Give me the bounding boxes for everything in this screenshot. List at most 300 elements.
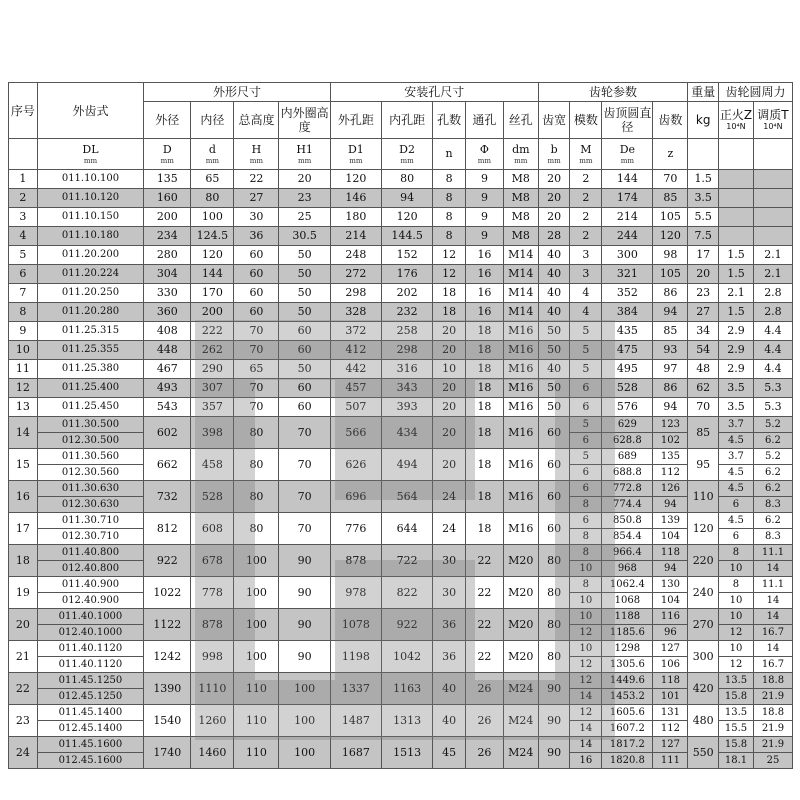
cell-fz-2: 4.5 [719, 433, 754, 449]
header-outer-dimensions: 外形尺寸 [144, 83, 330, 102]
cell-De: 576 [602, 398, 653, 417]
table-row [9, 246, 793, 265]
table-row [9, 577, 793, 593]
cell-z-1: 123 [653, 417, 688, 433]
cell-D2: 434 [381, 417, 432, 449]
cell-no: 9 [9, 322, 38, 341]
cell-d: 458 [191, 449, 234, 481]
cell-n: 45 [433, 737, 466, 769]
cell-M: 2 [570, 170, 602, 189]
cell-H: 80 [234, 417, 279, 449]
cell-De-2: 1607.2 [602, 721, 653, 737]
cell-dl-2: 012.30.500 [37, 433, 144, 449]
cell-dl: 011.20.224 [37, 265, 144, 284]
cell-z-1: 130 [653, 577, 688, 593]
cell-no: 18 [9, 545, 38, 577]
header-ring-height: 内外圈高度 [279, 102, 330, 139]
cell-phi: 16 [465, 284, 503, 303]
cell-phi: 18 [465, 379, 503, 398]
header-symbol-D1: D1 mm [330, 139, 381, 170]
cell-ft-1: 11.1 [753, 577, 792, 593]
cell-z-1: 126 [653, 481, 688, 497]
header-normalized: 正火Z 10⁴N [719, 102, 754, 139]
cell-H1: 90 [279, 609, 330, 641]
cell-D: 408 [144, 322, 191, 341]
cell-z-1: 139 [653, 513, 688, 529]
cell-H: 22 [234, 170, 279, 189]
header-symbol-b: b mm [538, 139, 570, 170]
cell-dl-1: 011.45.1600 [37, 737, 144, 753]
header-total-height: 总高度 [234, 102, 279, 139]
cell-D1: 696 [330, 481, 381, 513]
cell-H1: 70 [279, 481, 330, 513]
cell-b: 20 [538, 189, 570, 208]
cell-fz-2: 12 [719, 657, 754, 673]
cell-D: 543 [144, 398, 191, 417]
cell-H1: 25 [279, 208, 330, 227]
cell-H: 110 [234, 705, 279, 737]
cell-De: 435 [602, 322, 653, 341]
cell-D1: 272 [330, 265, 381, 284]
cell-dm: M14 [503, 284, 538, 303]
cell-H: 65 [234, 360, 279, 379]
cell-b: 20 [538, 170, 570, 189]
cell-phi: 18 [465, 341, 503, 360]
cell-M: 4 [570, 303, 602, 322]
table-row [9, 609, 793, 625]
cell-dl: 011.20.280 [37, 303, 144, 322]
cell-M-2: 14 [570, 721, 602, 737]
header-weight: 重量 [688, 83, 719, 102]
cell-fz-1: 10 [719, 641, 754, 657]
cell-z-1: 127 [653, 737, 688, 753]
cell-dl: 011.10.100 [37, 170, 144, 189]
cell-dl: 011.20.200 [37, 246, 144, 265]
cell-D: 467 [144, 360, 191, 379]
header-teeth: 齿数 [653, 102, 688, 139]
cell-kg: 3.5 [688, 189, 719, 208]
cell-z: 105 [653, 265, 688, 284]
cell-dm: M8 [503, 208, 538, 227]
cell-dm: M16 [503, 379, 538, 398]
cell-M: 2 [570, 208, 602, 227]
cell-n: 24 [433, 481, 466, 513]
table-row [9, 449, 793, 465]
cell-H: 110 [234, 737, 279, 769]
cell-d: 124.5 [191, 227, 234, 246]
cell-d: 290 [191, 360, 234, 379]
cell-dl-2: 012.40.1000 [37, 625, 144, 641]
cell-D: 304 [144, 265, 191, 284]
table-row [9, 284, 793, 303]
table-row [9, 379, 793, 398]
cell-M-2: 6 [570, 433, 602, 449]
cell-fz-1: 13.5 [719, 673, 754, 689]
cell-D1: 372 [330, 322, 381, 341]
cell-dm: M20 [503, 609, 538, 641]
cell-no: 12 [9, 379, 38, 398]
cell-fz: 3.5 [719, 379, 754, 398]
cell-D1: 248 [330, 246, 381, 265]
cell-ft: 2.1 [753, 246, 792, 265]
cell-De-2: 1453.2 [602, 689, 653, 705]
cell-De-1: 1449.6 [602, 673, 653, 689]
cell-H1: 100 [279, 737, 330, 769]
cell-dm: M16 [503, 398, 538, 417]
bearing-spec-table [8, 82, 793, 769]
cell-D1: 442 [330, 360, 381, 379]
cell-z-2: 112 [653, 721, 688, 737]
header-gear-force: 齿轮圆周力 [719, 83, 793, 102]
cell-b: 40 [538, 303, 570, 322]
cell-dl-1: 011.40.1120 [37, 641, 144, 657]
cell-dl-2: 012.45.1600 [37, 753, 144, 769]
cell-D2: 298 [381, 341, 432, 360]
cell-ft-2: 14 [753, 561, 792, 577]
cell-De-1: 1062.4 [602, 577, 653, 593]
cell-b: 40 [538, 360, 570, 379]
cell-dm: M16 [503, 513, 538, 545]
cell-ft-2: 16.7 [753, 657, 792, 673]
cell-ft: 4.4 [753, 360, 792, 379]
cell-phi: 26 [465, 737, 503, 769]
cell-De-2: 774.4 [602, 497, 653, 513]
cell-H: 80 [234, 449, 279, 481]
cell-phi: 18 [465, 481, 503, 513]
cell-b: 80 [538, 577, 570, 609]
cell-no: 23 [9, 705, 38, 737]
cell-d: 1460 [191, 737, 234, 769]
cell-H1: 50 [279, 360, 330, 379]
cell-fz-2: 6 [719, 497, 754, 513]
cell-dm: M8 [503, 189, 538, 208]
cell-De-1: 1605.6 [602, 705, 653, 721]
cell-d: 357 [191, 398, 234, 417]
cell-D1: 978 [330, 577, 381, 609]
cell-D2: 822 [381, 577, 432, 609]
cell-dl-1: 011.40.1000 [37, 609, 144, 625]
cell-H1: 90 [279, 641, 330, 673]
cell-H: 100 [234, 641, 279, 673]
cell-fz-1: 4.5 [719, 481, 754, 497]
cell-De: 321 [602, 265, 653, 284]
cell-De-2: 968 [602, 561, 653, 577]
table-row [9, 208, 793, 227]
cell-z-2: 102 [653, 433, 688, 449]
cell-fz-2: 10 [719, 593, 754, 609]
cell-d: 222 [191, 322, 234, 341]
cell-H: 80 [234, 513, 279, 545]
cell-H: 60 [234, 303, 279, 322]
header-symbol-t-blank [753, 139, 792, 170]
cell-dl-1: 011.45.1400 [37, 705, 144, 721]
cell-ft-2: 8.3 [753, 529, 792, 545]
cell-H1: 100 [279, 705, 330, 737]
cell-D2: 922 [381, 609, 432, 641]
cell-b: 40 [538, 265, 570, 284]
header-symbol-M: M mm [570, 139, 602, 170]
header-tooth-width: 齿宽 [538, 102, 570, 139]
cell-no: 22 [9, 673, 38, 705]
cell-H1: 60 [279, 322, 330, 341]
cell-D2: 1042 [381, 641, 432, 673]
cell-D: 280 [144, 246, 191, 265]
cell-n: 20 [433, 398, 466, 417]
cell-M-1: 8 [570, 577, 602, 593]
cell-no: 1 [9, 170, 38, 189]
cell-D2: 1163 [381, 673, 432, 705]
cell-H1: 50 [279, 265, 330, 284]
cell-kg: 300 [688, 641, 719, 673]
cell-D2: 80 [381, 170, 432, 189]
cell-dm: M24 [503, 737, 538, 769]
table-row [9, 417, 793, 433]
cell-b: 28 [538, 227, 570, 246]
cell-d: 778 [191, 577, 234, 609]
cell-ft: 2.8 [753, 284, 792, 303]
cell-kg: 5.5 [688, 208, 719, 227]
cell-b: 40 [538, 246, 570, 265]
cell-D: 135 [144, 170, 191, 189]
cell-H1: 20 [279, 170, 330, 189]
header-serial: 序号 [9, 83, 38, 139]
cell-M-1: 12 [570, 705, 602, 721]
cell-dm: M16 [503, 341, 538, 360]
cell-H1: 60 [279, 379, 330, 398]
cell-D1: 1078 [330, 609, 381, 641]
cell-H: 27 [234, 189, 279, 208]
cell-M-2: 10 [570, 561, 602, 577]
cell-n: 18 [433, 303, 466, 322]
header-outer-dia: 外径 [144, 102, 191, 139]
header-through-hole: 通孔 [465, 102, 503, 139]
cell-dl-2: 012.40.800 [37, 561, 144, 577]
header-symbol-D: D mm [144, 139, 191, 170]
cell-D1: 457 [330, 379, 381, 398]
cell-M-1: 14 [570, 737, 602, 753]
cell-D: 200 [144, 208, 191, 227]
cell-kg: 1.5 [688, 170, 719, 189]
cell-D2: 494 [381, 449, 432, 481]
cell-ft-1: 11.1 [753, 545, 792, 561]
cell-dl-1: 011.45.1250 [37, 673, 144, 689]
cell-kg: 550 [688, 737, 719, 769]
header-inner-dia: 内径 [191, 102, 234, 139]
cell-D2: 722 [381, 545, 432, 577]
cell-ft: 2.1 [753, 265, 792, 284]
cell-kg: 85 [688, 417, 719, 449]
cell-De-2: 1068 [602, 593, 653, 609]
cell-b: 80 [538, 641, 570, 673]
table-row [9, 341, 793, 360]
cell-De: 300 [602, 246, 653, 265]
cell-fz: 2.9 [719, 341, 754, 360]
cell-ft: 5.3 [753, 379, 792, 398]
cell-D1: 776 [330, 513, 381, 545]
cell-z: 86 [653, 284, 688, 303]
cell-ft-1: 14 [753, 641, 792, 657]
cell-dm: M16 [503, 449, 538, 481]
cell-dm: M16 [503, 322, 538, 341]
cell-De: 495 [602, 360, 653, 379]
cell-M: 6 [570, 379, 602, 398]
cell-fz [719, 227, 754, 246]
cell-ft: 5.3 [753, 398, 792, 417]
cell-dl: 011.25.400 [37, 379, 144, 398]
cell-fz: 2.1 [719, 284, 754, 303]
cell-H1: 70 [279, 513, 330, 545]
cell-fz: 1.5 [719, 303, 754, 322]
cell-dl: 011.10.180 [37, 227, 144, 246]
table-row [9, 265, 793, 284]
cell-De-2: 628.8 [602, 433, 653, 449]
cell-De-2: 1305.6 [602, 657, 653, 673]
cell-d: 608 [191, 513, 234, 545]
cell-M-1: 5 [570, 449, 602, 465]
cell-fz-1: 3.7 [719, 449, 754, 465]
cell-D: 160 [144, 189, 191, 208]
table-row [9, 303, 793, 322]
cell-no: 6 [9, 265, 38, 284]
header-thread-hole: 丝孔 [503, 102, 538, 139]
cell-n: 40 [433, 673, 466, 705]
table-row [9, 513, 793, 529]
cell-b: 50 [538, 322, 570, 341]
cell-dl: 011.10.150 [37, 208, 144, 227]
cell-n: 12 [433, 246, 466, 265]
cell-phi: 18 [465, 513, 503, 545]
cell-no: 10 [9, 341, 38, 360]
cell-d: 80 [191, 189, 234, 208]
header-symbol-H: H mm [234, 139, 279, 170]
cell-fz: 3.5 [719, 398, 754, 417]
cell-D: 732 [144, 481, 191, 513]
cell-no: 21 [9, 641, 38, 673]
cell-De: 144 [602, 170, 653, 189]
header-tip-dia: 齿顶圆直径 [602, 102, 653, 139]
table-row [9, 641, 793, 657]
cell-z: 98 [653, 246, 688, 265]
cell-z-1: 118 [653, 545, 688, 561]
cell-phi: 16 [465, 303, 503, 322]
cell-fz-1: 15.8 [719, 737, 754, 753]
cell-ft-2: 14 [753, 593, 792, 609]
cell-ft [753, 227, 792, 246]
cell-no: 14 [9, 417, 38, 449]
cell-ft-1: 21.9 [753, 737, 792, 753]
cell-H1: 50 [279, 284, 330, 303]
cell-fz-1: 8 [719, 545, 754, 561]
cell-b: 60 [538, 513, 570, 545]
cell-kg: 120 [688, 513, 719, 545]
table-header [9, 83, 793, 170]
cell-z: 86 [653, 379, 688, 398]
cell-H: 100 [234, 609, 279, 641]
header-symbol-blank [9, 139, 38, 170]
cell-H: 70 [234, 322, 279, 341]
cell-dl-1: 011.40.900 [37, 577, 144, 593]
cell-d: 100 [191, 208, 234, 227]
cell-phi: 26 [465, 705, 503, 737]
cell-D2: 564 [381, 481, 432, 513]
cell-phi: 18 [465, 322, 503, 341]
cell-d: 998 [191, 641, 234, 673]
cell-M-1: 6 [570, 513, 602, 529]
cell-b: 90 [538, 673, 570, 705]
cell-no: 4 [9, 227, 38, 246]
cell-n: 8 [433, 208, 466, 227]
cell-dl: 011.20.250 [37, 284, 144, 303]
cell-ft-2: 25 [753, 753, 792, 769]
cell-dl-1: 011.40.800 [37, 545, 144, 561]
cell-no: 16 [9, 481, 38, 513]
cell-fz: 2.9 [719, 322, 754, 341]
cell-D: 1740 [144, 737, 191, 769]
cell-z-1: 127 [653, 641, 688, 657]
cell-De-1: 772.8 [602, 481, 653, 497]
cell-fz [719, 170, 754, 189]
cell-b: 90 [538, 737, 570, 769]
cell-z-1: 131 [653, 705, 688, 721]
cell-ft-2: 21.9 [753, 689, 792, 705]
cell-dm: M14 [503, 303, 538, 322]
cell-dl-1: 011.30.710 [37, 513, 144, 529]
cell-M-2: 16 [570, 753, 602, 769]
cell-ft-1: 5.2 [753, 417, 792, 433]
cell-M-1: 10 [570, 609, 602, 625]
cell-dl-2: 012.30.710 [37, 529, 144, 545]
cell-H1: 50 [279, 303, 330, 322]
cell-n: 20 [433, 341, 466, 360]
cell-D: 812 [144, 513, 191, 545]
cell-M: 5 [570, 360, 602, 379]
cell-kg: 7.5 [688, 227, 719, 246]
cell-D: 1022 [144, 577, 191, 609]
cell-kg: 54 [688, 341, 719, 360]
cell-De-1: 629 [602, 417, 653, 433]
cell-M-2: 10 [570, 593, 602, 609]
cell-z: 70 [653, 170, 688, 189]
cell-ft-1: 18.8 [753, 673, 792, 689]
cell-D1: 626 [330, 449, 381, 481]
cell-b: 80 [538, 545, 570, 577]
cell-d: 878 [191, 609, 234, 641]
cell-H: 36 [234, 227, 279, 246]
cell-D: 1390 [144, 673, 191, 705]
cell-ft-1: 18.8 [753, 705, 792, 721]
cell-dl-1: 011.30.560 [37, 449, 144, 465]
cell-ft: 2.8 [753, 303, 792, 322]
cell-d: 307 [191, 379, 234, 398]
header-inner-hole-dist: 内孔距 [381, 102, 432, 139]
cell-M: 2 [570, 227, 602, 246]
cell-De-2: 688.8 [602, 465, 653, 481]
cell-d: 200 [191, 303, 234, 322]
cell-fz-2: 15.8 [719, 689, 754, 705]
cell-H: 100 [234, 545, 279, 577]
cell-phi: 18 [465, 398, 503, 417]
cell-D: 1122 [144, 609, 191, 641]
cell-b: 80 [538, 609, 570, 641]
cell-De-1: 850.8 [602, 513, 653, 529]
header-tempered: 调质T 10⁴N [753, 102, 792, 139]
cell-dl: 011.10.120 [37, 189, 144, 208]
cell-De: 214 [602, 208, 653, 227]
cell-b: 60 [538, 481, 570, 513]
cell-D2: 152 [381, 246, 432, 265]
cell-fz [719, 189, 754, 208]
cell-kg: 270 [688, 609, 719, 641]
